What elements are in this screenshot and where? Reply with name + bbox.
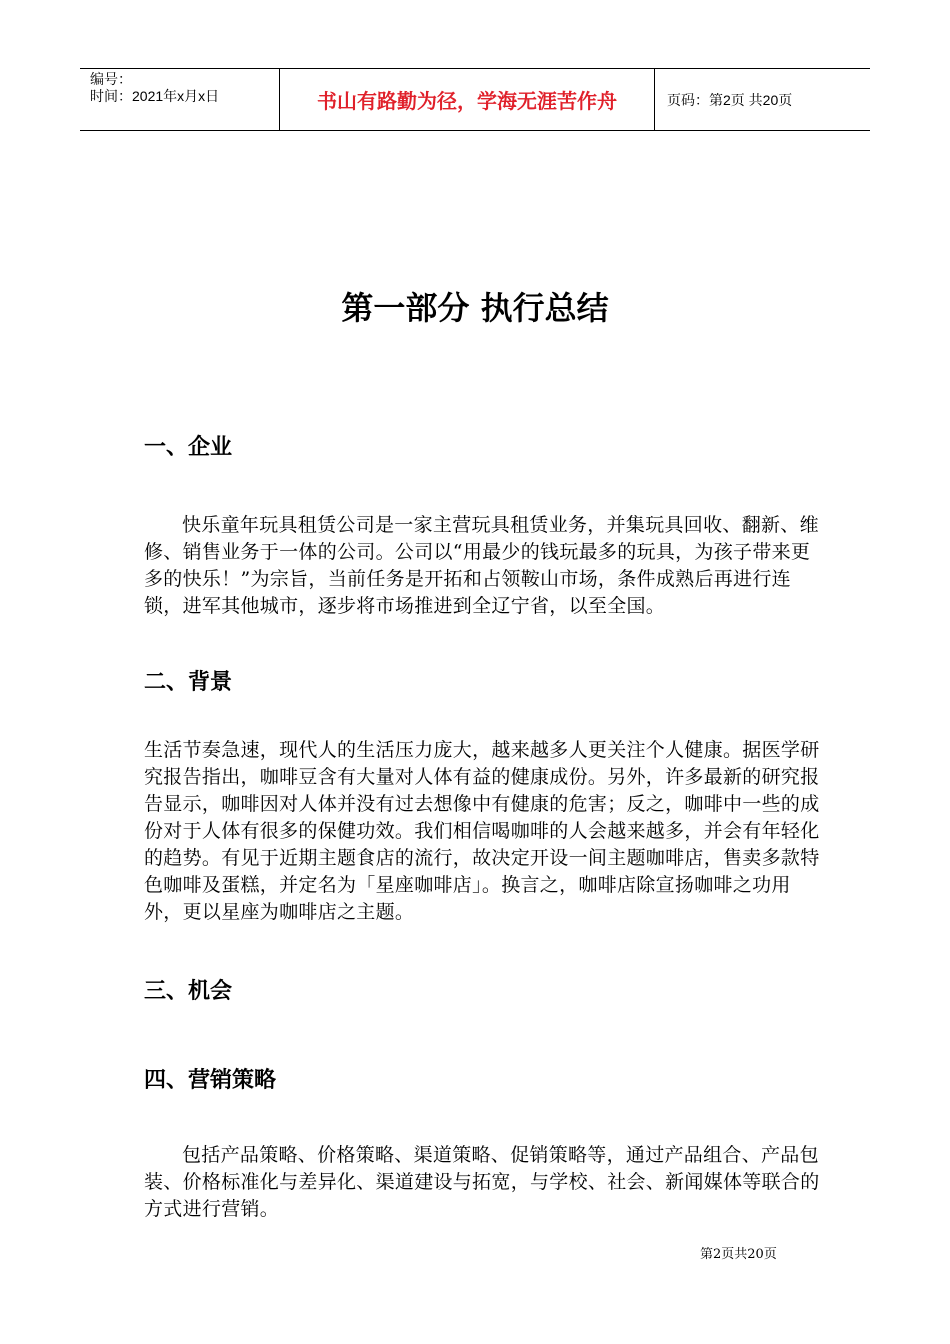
header-meta [80, 69, 280, 130]
page-title: 第一部分 执行总结 [341, 289, 609, 327]
header-page-label: 页码：第2页 共20页 [667, 91, 793, 108]
section-heading-opportunity: 三、机会 [144, 979, 233, 1004]
section-body-background: 生活节奏急速，现代人的生活压力庞大，越来越多人更关注个人健康。据医学研究报告指出，咖啡豆含有大量对人体有益的健康成份。另外，许多最新的研究报告显示，咖啡因对人体并没有过去想像中有健康的危害；反之，咖啡中一些的成份对于人体有很多的保健功效。我们相信喝咖啡的人会越来越多，并会有年轻化的趋势。有见于近期主题食店的流行，故决定开设一间主题咖啡店，售卖多款特色咖啡及蛋糕，并定名为「星座咖啡店」。换言之，咖啡店除宣扬咖啡之功用外，更以星座为咖啡店之主题。 [144, 739, 820, 923]
section-heading-marketing: 四、营销策略 [144, 1068, 277, 1093]
section-body-enterprise: 快乐童年玩具租赁公司是一家主营玩具租赁业务，并集玩具回收、翻新、维修、销售业务于一体的公司。公司以“用最少的钱玩最多的玩具，为孩子带来更多的快乐！”为宗旨，当前任务是开拓和占领鞍山市场，条件成熟后再进行连锁，进军其他城市，逐步将市场推进到全辽宁省，以至全国。 [144, 514, 819, 617]
section-heading-background: 二、背景 [144, 670, 233, 695]
date-label: 时间：2021年x月x日 [90, 88, 220, 104]
section-body-marketing: 包括产品策略、价格策略、渠道策略、促销策略等，通过产品组合、产品包装、价格标准化与差异化、渠道建设与拓宽，与学校、社会、新闻媒体等联合的方式进行营销。 [144, 1144, 820, 1220]
header-motto: 书山有路勤为径，学海无涯苦作舟 [280, 69, 655, 130]
page-footer: 第2页共20页 [700, 1247, 777, 1262]
page-header [80, 68, 870, 131]
number-label: 编号： [90, 71, 132, 87]
section-heading-enterprise: 一、企业 [144, 435, 233, 460]
